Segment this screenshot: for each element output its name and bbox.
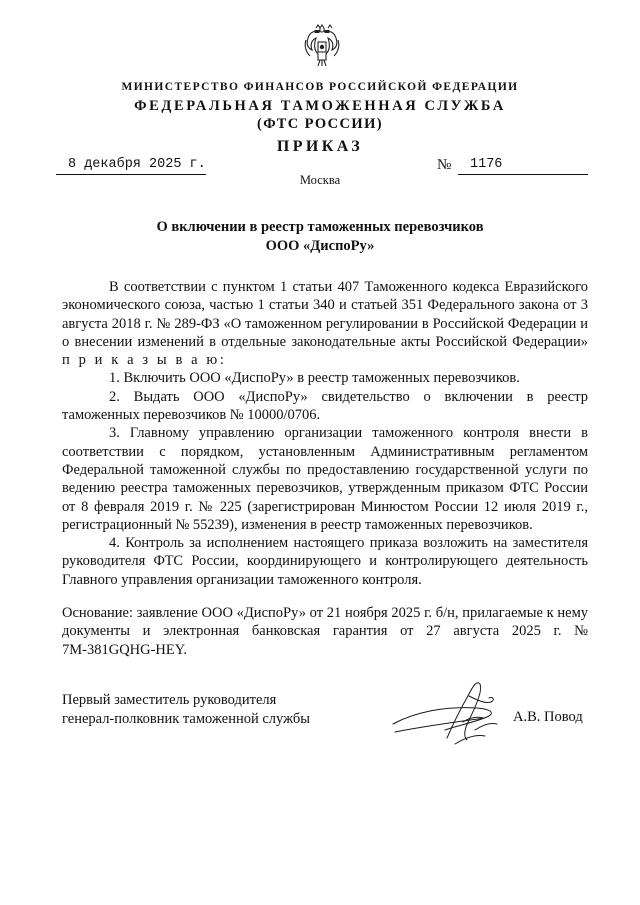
basis-text: Основание: заявление ООО «ДиспоРу» от 21 ноября 2025 г. б/н, прилагаемые к нему документы и электронная банковская гарантия от 27 августа 2025 г. № 7М-381GQHG-HEY. — [62, 605, 588, 658]
item-1: 1. Включить ООО «ДиспоРу» в реестр таможенных перевозчиков. — [109, 370, 520, 387]
city: Москва — [299, 173, 341, 187]
item-4: 4. Контроль за исполнением настоящего приказа возложить на заместителя руководителя ФТС России, координирующего и контролирующего деятельность Главного управления организации таможенного контроля. — [62, 535, 588, 588]
signer-title — [62, 691, 310, 729]
intro-text: В соответствии с пунктом 1 статьи 407 Таможенного кодекса Евразийского экономического союза, частью 1 статьи 340 и статьей 351 Федерального закона от 3 августа 2018 г. № 289-ФЗ «О таможенном регулировании в Российской Федерации и о внесении изменений в отдельные законодательные акты Российской Федерации» — [62, 279, 588, 350]
service-name: ФЕДЕРАЛЬНАЯ ТАМОЖЕННАЯ СЛУЖБА — [134, 98, 506, 114]
signer-name: А.В. Повод — [513, 709, 583, 725]
order-word: п р и к а з ы в а ю: — [62, 352, 227, 369]
intro-paragraph — [62, 278, 588, 369]
basis-block — [62, 604, 588, 659]
signer-title-line-2: генерал-полковник таможенной службы — [62, 711, 311, 727]
item-2: 2. Выдать ООО «ДиспоРу» свидетельство о включении в реестр таможенных перевозчиков № 10000/0706. — [62, 388, 588, 424]
order-date: 8 декабря 2025 г. — [68, 157, 206, 172]
service-short-name: (ФТС РОССИИ) — [256, 116, 384, 132]
subject-line-2: ООО «ДиспоРу» — [265, 238, 375, 254]
number-sign: № — [437, 157, 452, 173]
ministry-name: МИНИСТЕРСТВО ФИНАНСОВ РОССИЙСКОЙ ФЕДЕРАЦИИ — [121, 81, 519, 93]
order-subject — [0, 218, 640, 256]
order-body — [62, 278, 588, 589]
subject-line-1: О включении в реестр таможенных перевозчиков — [156, 219, 484, 235]
handwritten-signature — [385, 674, 510, 759]
signer-title-line-1: Первый заместитель руководителя — [62, 692, 277, 708]
order-number: 1176 — [470, 157, 503, 172]
russian-coat-of-arms-icon — [302, 22, 342, 68]
item-3: 3. Главному управлению организации таможенного контроля внести в соответствии с порядком, установленным Административным регламентом Федеральной таможенной службы по предоставлению государственной услуги по ведению реестра таможенных перевозчиков, утвержденным приказом ФТС России от 8 февраля 2019 г. № 225 (зарегистрирован Минюстом России 12 июля 2019 г., регистрационный № 55239), изменения в реестр таможенных перевозчиков. — [62, 425, 588, 533]
document-type: ПРИКАЗ — [276, 138, 364, 155]
